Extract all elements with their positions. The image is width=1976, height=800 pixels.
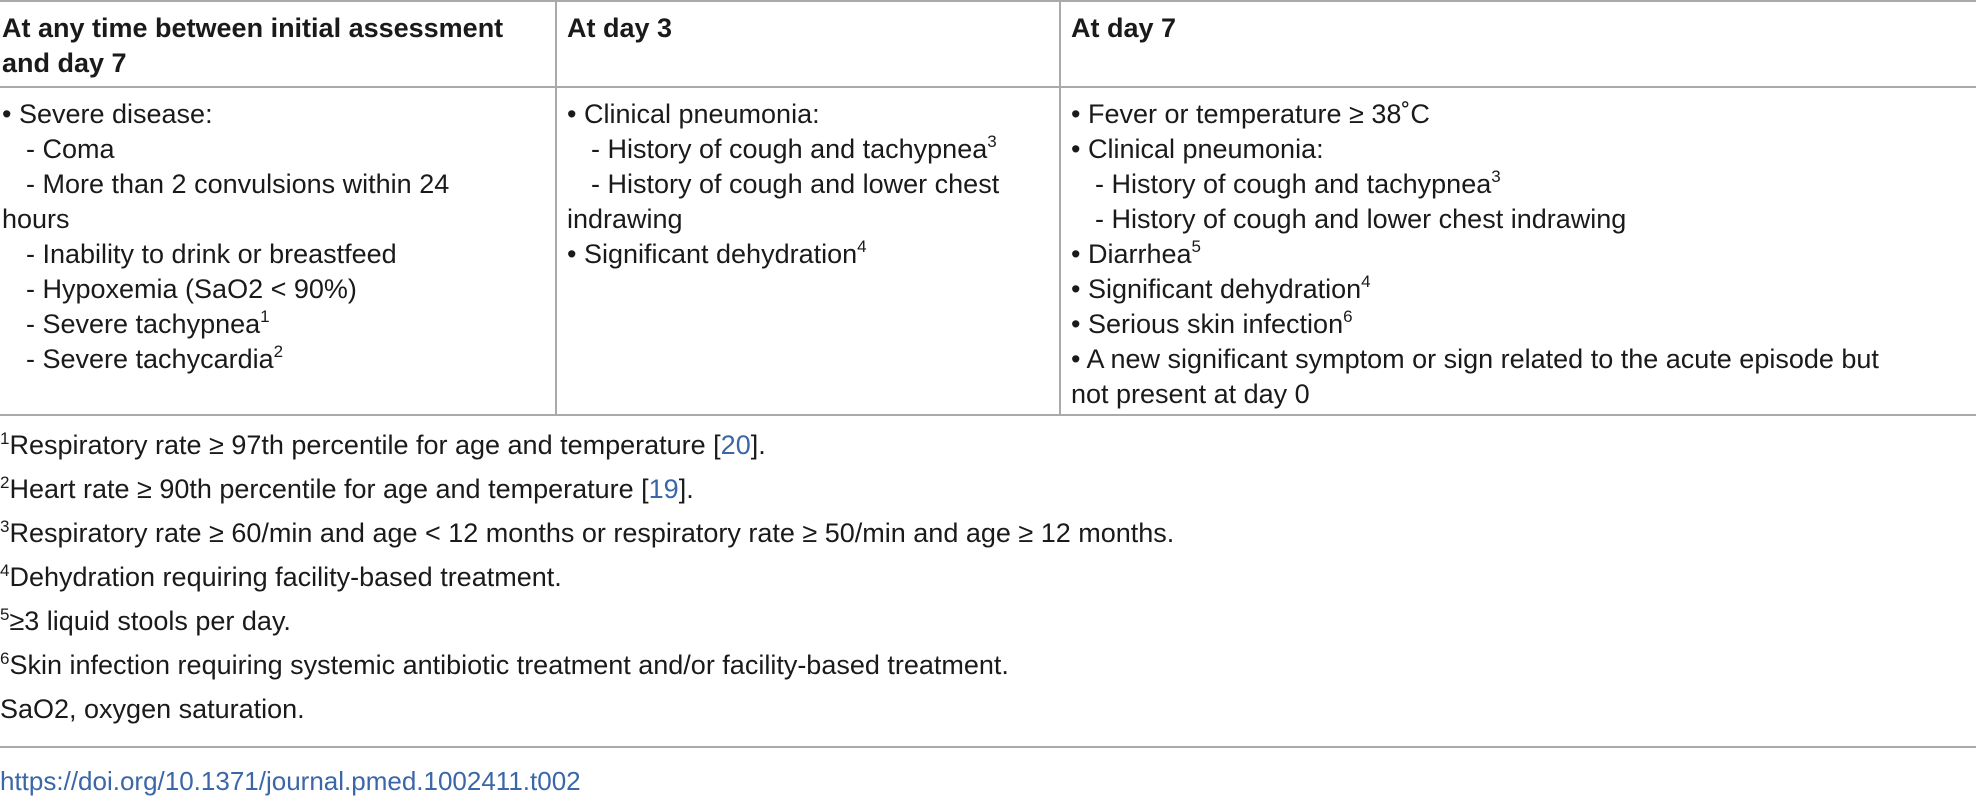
footnote-text: ≥3 liquid stools per day. — [9, 606, 291, 636]
footnote-number: 2 — [0, 473, 10, 492]
footnote-text: Respiratory rate ≥ 97th percentile for age and temperature [ — [9, 430, 721, 460]
table-header-row — [0, 1, 1976, 87]
item-skin-infection — [1071, 307, 1966, 342]
table-footnotes — [0, 428, 1976, 736]
item-skin-infection-text: • Serious skin infection — [1071, 309, 1344, 339]
item-new-symptom: • A new significant symptom or sign related to the acute episode but — [1071, 344, 1879, 374]
table-row — [0, 87, 1976, 415]
abbreviation-note: SaO2, oxygen saturation. — [0, 694, 305, 724]
item-significant-dehydration — [567, 237, 1049, 272]
footnote-marker: 4 — [857, 237, 867, 256]
header-any-time: At any time between initial assessment and day 7 — [0, 1, 556, 87]
footnote-end: ]. — [678, 474, 694, 504]
footnote-5 — [0, 604, 1976, 648]
sub-cough-tachypnea-text: - History of cough and tachypnea — [1095, 169, 1492, 199]
sub-tachypnea-text: - Severe tachypnea — [26, 309, 261, 339]
sub-cough-indrawing-wrap: indrawing — [567, 204, 683, 234]
footnote-number: 1 — [0, 429, 10, 448]
sub-coma-text: - Coma — [26, 134, 115, 164]
sub-inability-text: - Inability to drink or breastfeed — [26, 239, 397, 269]
doi-link[interactable]: https://doi.org/10.1371/journal.pmed.1002411.t002 — [0, 766, 581, 796]
sub-tachycardia-text: - Severe tachycardia — [26, 344, 274, 374]
footnote-1 — [0, 428, 1976, 472]
sub-convulsions-wrap: hours — [2, 204, 70, 234]
cell-day-7 — [1060, 87, 1976, 415]
footnote-marker: 1 — [260, 307, 270, 326]
sub-cough-tachypnea — [567, 132, 1049, 167]
footnote-number: 5 — [0, 605, 10, 624]
footnote-marker: 3 — [1491, 167, 1501, 186]
footnote-4 — [0, 560, 1976, 604]
sub-convulsions-text: - More than 2 convulsions within 24 — [26, 169, 450, 199]
item-new-symptom-wrap: not present at day 0 — [1071, 379, 1310, 409]
sub-cough-indrawing — [567, 167, 1049, 202]
footnote-number: 6 — [0, 649, 10, 668]
footnote-marker: 6 — [1343, 307, 1353, 326]
footnote-marker: 4 — [1361, 272, 1371, 291]
footnote-marker: 3 — [987, 132, 997, 151]
sub-hypoxemia-text: - Hypoxemia (SaO2 < 90%) — [26, 274, 357, 304]
doi-divider — [0, 746, 1976, 748]
footnote-3 — [0, 516, 1976, 560]
footnote-text: Skin infection requiring systemic antibiotic treatment and/or facility-based treatment. — [9, 650, 1009, 680]
footnote-text: Dehydration requiring facility-based treatment. — [9, 562, 562, 592]
footnote-2 — [0, 472, 1976, 516]
reference-link-20[interactable]: 20 — [720, 430, 751, 460]
footnote-number: 4 — [0, 561, 10, 580]
sub-convulsions — [2, 167, 545, 202]
sub-hypoxemia — [2, 272, 545, 307]
cell-day-3 — [556, 87, 1060, 415]
footnote-marker: 5 — [1191, 237, 1201, 256]
footnote-number: 3 — [0, 517, 10, 536]
item-severe-disease: • Severe disease: — [2, 99, 213, 129]
footnote-text: Respiratory rate ≥ 60/min and age < 12 months or respiratory rate ≥ 50/min and age ≥ 12 months. — [9, 518, 1175, 548]
footnote-end: ]. — [750, 430, 766, 460]
footnote-text: Heart rate ≥ 90th percentile for age and temperature [ — [9, 474, 649, 504]
sub-cough-tachypnea-text: - History of cough and tachypnea — [591, 134, 988, 164]
item-significant-dehydration-text: • Significant dehydration — [567, 239, 858, 269]
item-diarrhea — [1071, 237, 1966, 272]
header-day-7: At day 7 — [1060, 1, 1976, 87]
item-clinical-pneumonia: • Clinical pneumonia: — [567, 99, 820, 129]
sub-cough-tachypnea — [1071, 167, 1966, 202]
sub-tachycardia — [2, 342, 545, 377]
item-significant-dehydration-text: • Significant dehydration — [1071, 274, 1362, 304]
item-fever: • Fever or temperature ≥ 38˚C — [1071, 99, 1430, 129]
item-significant-dehydration — [1071, 272, 1966, 307]
reference-link-19[interactable]: 19 — [648, 474, 679, 504]
item-clinical-pneumonia: • Clinical pneumonia: — [1071, 134, 1324, 164]
sub-cough-indrawing — [1071, 202, 1966, 237]
sub-inability — [2, 237, 545, 272]
item-diarrhea-text: • Diarrhea — [1071, 239, 1192, 269]
footnote-marker: 2 — [273, 342, 284, 361]
sub-cough-indrawing-text: - History of cough and lower chest — [591, 169, 1000, 199]
cell-any-time — [0, 87, 556, 415]
sub-cough-indrawing-text: - History of cough and lower chest indrawing — [1095, 204, 1627, 234]
sub-tachypnea — [2, 307, 545, 342]
sub-coma — [2, 132, 545, 167]
footnote-6 — [0, 648, 1976, 692]
header-day-3: At day 3 — [556, 1, 1060, 87]
